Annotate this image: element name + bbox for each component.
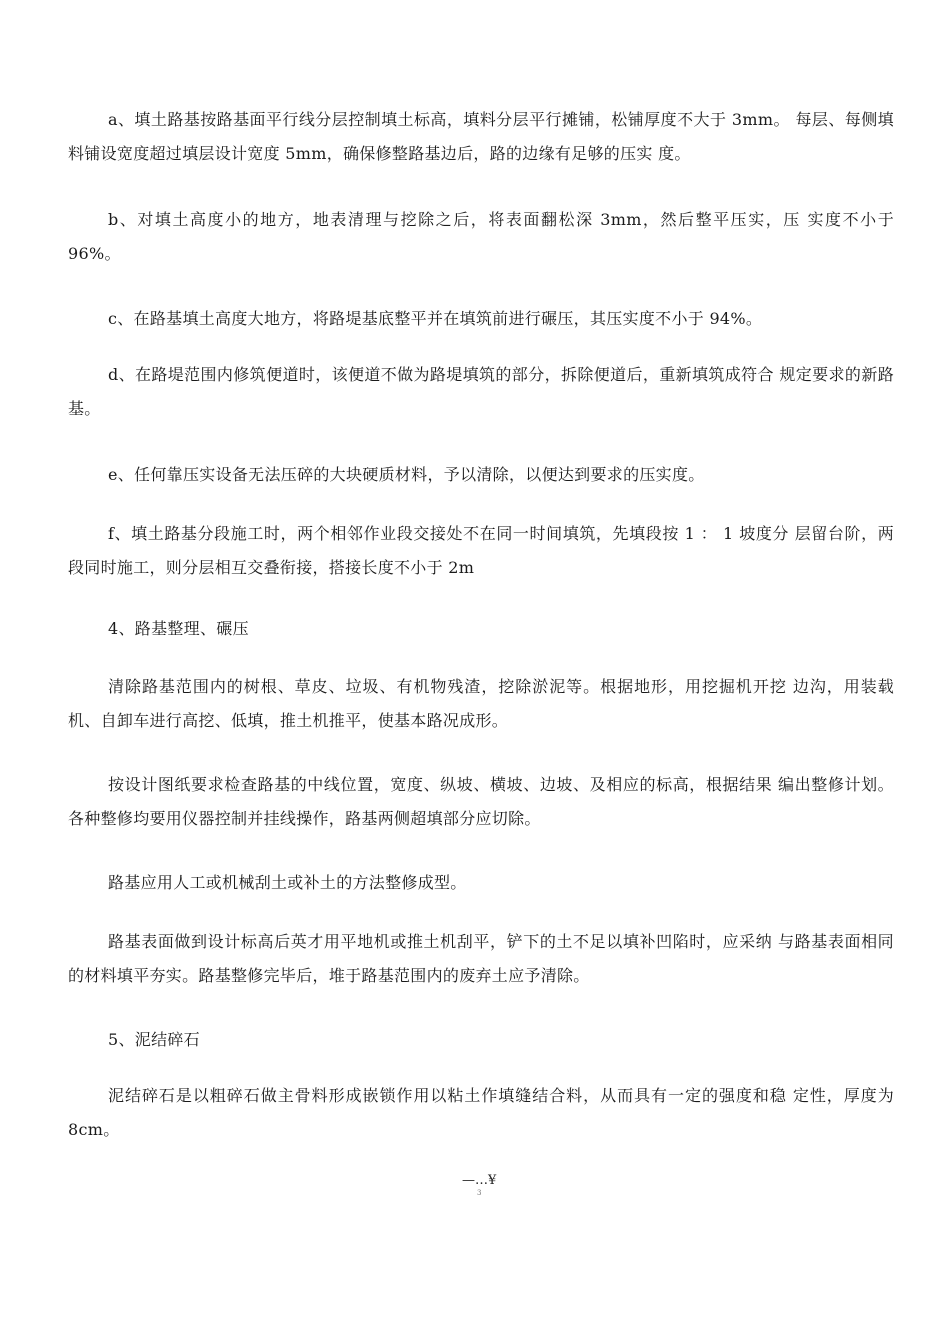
paragraph-b: b、对填土高度小的地方，地表清理与挖除之后，将表面翻松深 3mm，然后整平压实，压 实度不小于 96%。 (68, 210, 894, 263)
paragraph-e: e、任何靠压实设备无法压碎的大块硬质材料，予以清除，以便达到要求的压实度。 (108, 465, 705, 484)
section-heading-4: 4、路基整理、碾压 (108, 619, 249, 638)
section-heading-5: 5、泥结碎石 (108, 1030, 200, 1049)
paragraph-clearing: 清除路基范围内的树根、草皮、垃圾、有机物残渣，挖除淤泥等。根据地形，用挖掘机开挖 边沟，用装载机、自卸车进行高挖、低填，推土机推平，使基本路况成形。 (68, 677, 894, 730)
paragraph-inspection: 按设计图纸要求检查路基的中线位置，宽度、纵坡、横坡、边坡、及相应的标高，根据结果 编出整修计划。各种整修均要用仪器控制并挂线操作，路基两侧超填部分应切除。 (68, 775, 894, 828)
paragraph-a: a、填土路基按路基面平行线分层控制填土标高，填料分层平行摊铺，松铺厚度不大于 3mm。 每层、每侧填料铺设宽度超过填层设计宽度 5mm，确保修整路基边后，路的边缘有足够的压实 度。 (68, 110, 894, 163)
paragraph-f: f、填土路基分段施工时，两个相邻作业段交接处不在同一时间填筑，先填段按 1 ： 1 坡度分 层留台阶，两段同时施工，则分层相互交叠衔接，搭接长度不小于 2m (68, 524, 894, 577)
paragraph-c: c、在路基填土高度大地方，将路堤基底整平并在填筑前进行碾压，其压实度不小于 94%。 (108, 309, 763, 328)
paragraph-surface: 路基表面做到设计标高后英才用平地机或推土机刮平，铲下的土不足以填补凹陷时，应采纳 与路基表面相同的材料填平夯实。路基整修完毕后，堆于路基范围内的废弃土应予清除。 (68, 932, 894, 985)
paragraph-shaping: 路基应用人工或机械刮土或补土的方法整修成型。 (108, 873, 467, 892)
page-number: 3 (477, 1189, 482, 1197)
paragraph-d: d、在路堤范围内修筑便道时，该便道不做为路堤填筑的部分，拆除便道后，重新填筑成符合 规定要求的新路基。 (68, 365, 894, 418)
paragraph-macadam: 泥结碎石是以粗碎石做主骨料形成嵌锁作用以粘土作填缝结合料，从而具有一定的强度和稳 定性，厚度为 8cm。 (68, 1086, 894, 1139)
footer-mark: —…¥ (462, 1173, 497, 1188)
